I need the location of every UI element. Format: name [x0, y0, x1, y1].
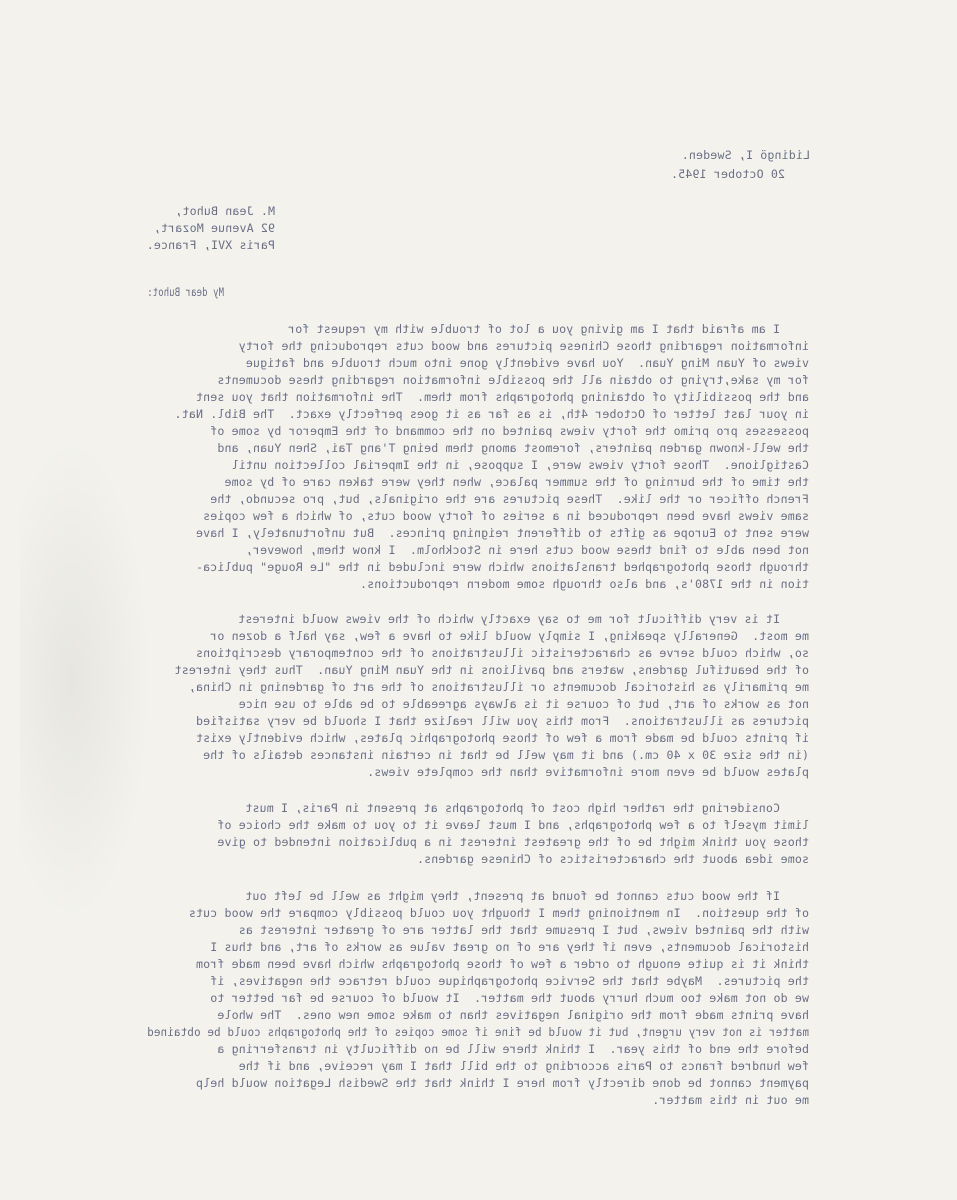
body-line: before the end of this year. I think there will be no difficulty in transferring a — [217, 1042, 809, 1056]
body-line: so, which could serve as characteristic illustrations of the contemporary descriptions — [195, 646, 809, 660]
letter-date: 20 October 1945. — [670, 167, 785, 181]
body-line: me out in this matter. — [652, 1093, 809, 1107]
body-line: It is very difficult for me to say exactly which of the views would interest — [238, 612, 780, 626]
body-line: in your last letter of October 4th, is as far as it goes perfectly exact. The Bibl. Nat. — [174, 407, 809, 421]
body-line: (in the size 30 x 40 cm.) and it may well be that in certain instances details of the — [202, 748, 809, 762]
body-line: not as works of art, but of course it is always agreeable to be able to use nice — [238, 697, 809, 711]
body-line: Castiglione. Those forty views were, I suppose, in the Imperial collection until — [231, 458, 809, 472]
body-line: matter is not very urgent, but it would be fine if some copies of the photographs could be obtained — [147, 1025, 809, 1039]
body-line: the time of the burning of the summer palace, when they were taken care of by some — [224, 475, 809, 489]
body-line: me most. Generally speaking, I simply would like to have a few, say half a dozen or — [210, 629, 809, 643]
body-line: of the beautiful gardens, waters and pavilions in the Yuan Ming Yuan. Thus they interest — [174, 663, 809, 677]
body-line: the pictures. Maybe that the Service photographique could retrace the negatives, if — [210, 974, 809, 988]
recipient-street: 92 Avenue Mozart, — [153, 221, 275, 235]
recipient-name: M. Jean Buhot, — [175, 204, 275, 218]
salutation: My dear Buhot: — [147, 285, 224, 299]
body-line: same views have been reproduced in a series of forty wood cuts, of which a few copies — [202, 509, 809, 523]
body-line: have prints made from the original negatives than to make some new ones. The whole — [217, 1008, 809, 1022]
body-line: If the wood cuts cannot be found at present, they might as well be left out — [245, 889, 780, 903]
body-line: me primarily as historical documents or illustrations of the art of gardening in China, — [188, 680, 809, 694]
body-line: and the possibility of obtaining photographs from them. The information that you sent — [195, 390, 809, 404]
sender-address-line: Lidingö I, Sweden. — [681, 148, 810, 162]
body-line: those you think might be of the greatest interest in a publication intended to give — [217, 835, 809, 849]
body-line: views of Yuan Ming Yuan. You have evidently gone into much trouble and fatigue — [245, 356, 809, 370]
body-line: plates would be even more informative than the complete views. — [366, 765, 809, 779]
body-line: the well-known garden painters, foremost among them being T'ang Tai, Shen Yuan, and — [217, 441, 809, 455]
body-line: pictures as illustrations. From this you will realize that I should be very satisfied — [195, 714, 809, 728]
body-line: were sent to Europe as gifts to different reigning princes. But unfortunately, I have — [195, 526, 809, 540]
body-line: some idea about the characteristics of Chinese gardens. — [416, 852, 809, 866]
body-line: limit myself to a few photographs, and I must leave it to you to make the choice of — [217, 818, 809, 832]
body-line: Considering the rather high cost of photographs at present in Paris, I must — [245, 801, 780, 815]
body-line: for my sake,trying to obtain all the possible information regarding these documents — [217, 373, 809, 387]
body-line: not been able to find these wood cuts here in Stockholm. I know them, however, — [245, 543, 809, 557]
body-line: through those photographed translations which were included in the "Le Rouge" publica- — [195, 560, 809, 574]
recipient-city: Paris XVI, France. — [146, 238, 275, 252]
body-line: few hundred francs to Paris according to the bill that I may receive, and if the — [238, 1059, 809, 1073]
body-line: French officer or the like. These pictures are the originals, but, pro secundo, the — [210, 492, 809, 506]
body-line: information regarding those Chinese pictures and wood cuts reproducing the forty — [238, 339, 809, 353]
body-line: payment cannot be done directly from here I think that the Swedish Legation would help — [195, 1076, 809, 1090]
body-line: of the question. In mentioning them I thought you could possibly compare the wood cuts — [188, 906, 809, 920]
body-line: we do not make too much hurry about the matter. It would of course be far better to — [210, 991, 809, 1005]
body-line: possesses pro primo the forty views painted on the command of the Emperor by some of — [210, 424, 809, 438]
body-line: if prints could be made from a few of those photographic plates, which evidently exist — [195, 731, 809, 745]
body-line: with the painted views, but I presume that the latter are of greater interest as — [238, 923, 809, 937]
body-line: historical documents, even if they are of no great value as works of art, and thus I — [210, 940, 809, 954]
body-line: tion in the 1780's, and also through some modern reproductions. — [359, 577, 809, 591]
body-line: think it is quite enough to order a few of those photographs which have been made from — [195, 957, 809, 971]
body-line: I am afraid that I am giving you a lot of trouble with my request for — [288, 322, 780, 336]
